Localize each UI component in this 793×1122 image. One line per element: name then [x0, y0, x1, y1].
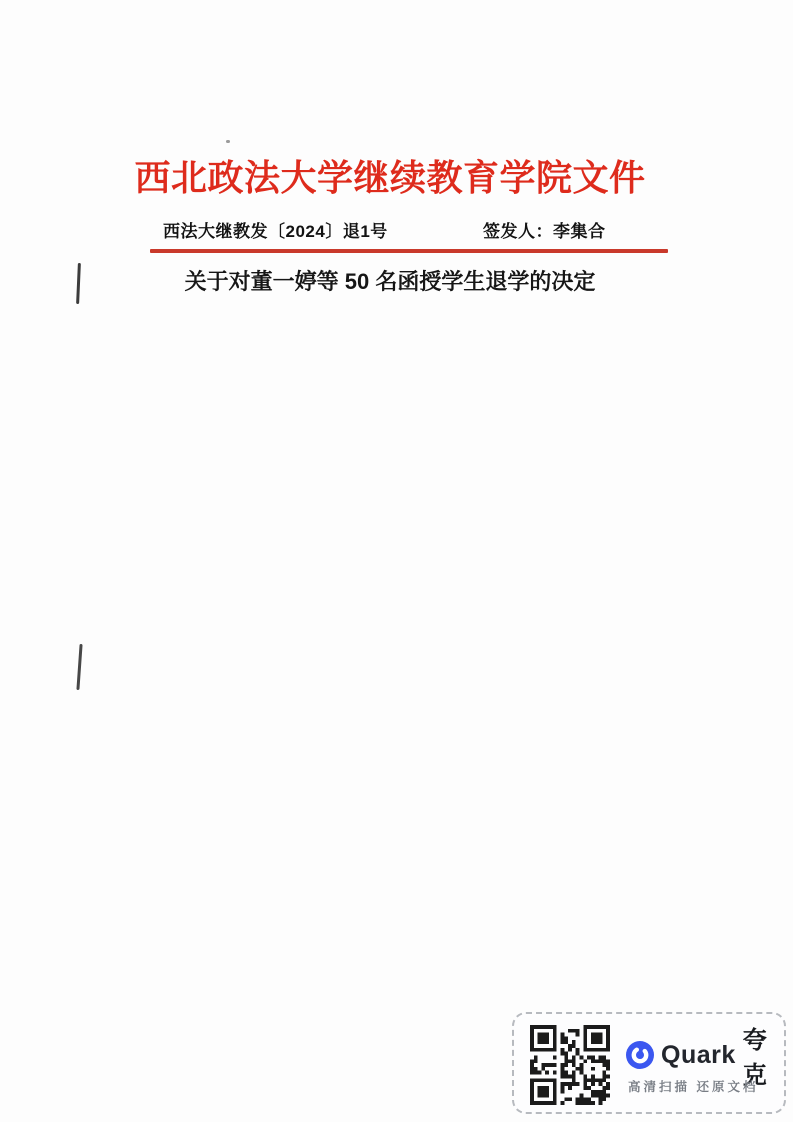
- masthead-title: 西北政法大学继续教育学院文件: [134, 157, 646, 198]
- document-body-line: [145, 624, 667, 660]
- scan-artifact-speck: [226, 140, 230, 143]
- document-body-line: [145, 300, 667, 336]
- document-body-line: [145, 372, 667, 408]
- document-body-line: [145, 660, 667, 696]
- meta-line: [0, 217, 793, 241]
- document-body-line: [145, 408, 667, 444]
- quark-watermark-card: [512, 1012, 786, 1114]
- document-body-line: [145, 840, 667, 876]
- quark-logo-icon: [626, 1041, 654, 1069]
- brand-name-latin: Quark: [661, 1040, 736, 1069]
- qr-code-icon: [530, 1025, 610, 1105]
- watermark-tagline: 高清扫描 还原文档: [628, 1080, 759, 1094]
- document-body-line: [145, 588, 667, 624]
- scan-artifact-mark: [76, 644, 82, 690]
- brand-name-cjk: 夸克: [742, 1027, 767, 1089]
- issuer-label: 签发人：李集合: [483, 222, 606, 241]
- document-body-line: [145, 696, 667, 732]
- document-body-line: [145, 444, 667, 480]
- document-body-line: [145, 804, 667, 840]
- document-body-line: [145, 768, 667, 804]
- document-body: [145, 300, 667, 876]
- document-body-line: [145, 516, 667, 552]
- document-body-line: [145, 480, 667, 516]
- document-body-line: [145, 732, 667, 768]
- document-body-line: [145, 336, 667, 372]
- red-divider-rule: [150, 249, 668, 253]
- document-title: 关于对董一婷等 50 名函授学生退学的决定: [184, 269, 596, 294]
- doc-number: 西法大继教发〔2024〕退1号: [163, 222, 388, 241]
- document-body-line: [145, 552, 667, 588]
